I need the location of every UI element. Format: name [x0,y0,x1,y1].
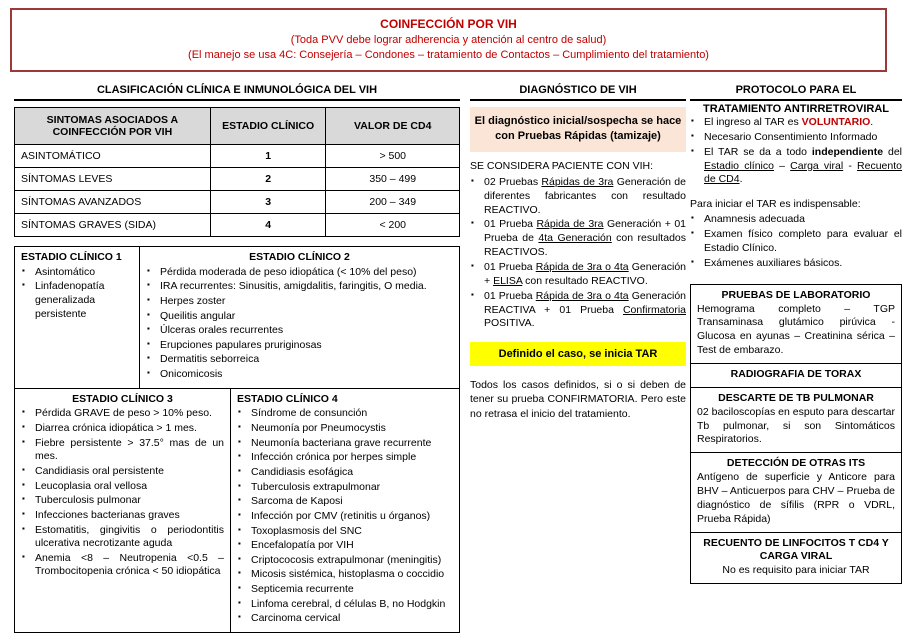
criteria-item: ▪ 01 Prueba Rápida de 3ra Generación + 01 Prueba de 4ta Generación con resultados REACTIVOS. [470,218,686,260]
cd4-viral-load-box [691,533,901,584]
cell-stage: 1 [210,145,326,168]
estadio-2-panel [140,247,459,388]
estadio-item: ▪ Herpes zoster [146,295,453,309]
estadio-item: ▪ Carcinoma cervical [237,612,453,626]
protocol-bullet: ▪ El ingreso al TAR es VOLUNTARIO. [690,116,902,130]
estadio-4-title: ESTADIO CLÍNICO 4 [237,392,338,405]
estadio-item: ▪ Linfadenopatía generalizada persistente [21,280,133,321]
estadio-3-list [21,407,224,579]
criteria-item: ▪ 01 Prueba Rápida de 3ra o 4ta Generación + ELISA con resultado REACTIVO. [470,261,686,289]
cell-cd4: 200 – 349 [326,191,460,214]
estadio-item: ▪ Encefalopatía por VIH [237,539,453,553]
estadio-2-title: ESTADIO CLÍNICO 2 [249,251,350,263]
estadio-item: ▪ Sarcoma de Kaposi [237,495,453,509]
col-header-symptoms: SINTOMAS ASOCIADOS A COINFECCIÓN POR VIH [15,108,211,145]
estadio-item: ▪ Queilitis angular [146,310,453,324]
table-row [15,168,460,191]
other-sti-box [691,453,901,532]
protocol-bullet-list [690,116,902,187]
banner-title: COINFECCIÓN POR VIH [380,17,517,32]
col-header-cd4: VALOR DE CD4 [326,108,460,145]
cell-symptoms: SÍNTOMAS GRAVES (SIDA) [15,214,211,237]
estadio-3-4-box [14,388,460,633]
criteria-item: ▪ 01 Prueba Rápida de 3ra o 4ta Generación REACTIVA + 01 Prueba Confirmatoria POSITIVA. [470,290,686,332]
tb-ruleout-box [691,388,901,453]
estadio-item: ▪ Criptococosis extrapulmonar (meningitis) [237,554,453,568]
estadio-2-list [146,266,453,382]
estadio-item: ▪ Tuberculosis pulmonar [21,494,224,508]
estadio-item: ▪ IRA recurrentes: Sinusitis, amigdalitis, faringitis, O media. [146,280,453,294]
estadio-item: ▪ Toxoplasmosis del SNC [237,525,453,539]
estadio-4-list [237,407,453,626]
requirement-item: ▪ Examen físico completo para evaluar el Estadio Clínico. [690,228,902,256]
lab-tests-box [691,285,901,364]
estadio-item: ▪ Asintomático [21,266,133,280]
table-row [15,145,460,168]
estadio-item: ▪ Onicomicosis [146,368,453,382]
cell-symptoms: SÍNTOMAS LEVES [15,168,211,191]
estadio-item: ▪ Diarrea crónica idiopática > 1 mes. [21,422,224,436]
estadio-item: ▪ Infección por CMV (retinitis u órganos) [237,510,453,524]
banner-subtitle-1: (Toda PVV debe lograr adherencia y atención al centro de salud) [290,34,607,47]
classification-title: CLASIFICACIÓN CLÍNICA E INMUNOLÓGICA DEL VIH [14,84,460,101]
protocol-title-line1: PROTOCOLO PARA EL [690,84,902,101]
protocol-title-line2: TRATAMIENTO ANTIRRETROVIRAL [703,103,889,115]
confirmatory-note: Todos los casos definidos, si o si deben de tener su prueba CONFIRMATORIA. Pero este no retrasa el inicio del tratamiento. [470,379,686,420]
box-text: 02 baciloscopías en esputo para descartar Tb pulmonar, si son Sintomáticos Respiratorios. [697,405,895,446]
estadio-item: ▪ Neumonía por Pneumocystis [237,422,453,436]
cell-stage: 2 [210,168,326,191]
cell-stage: 4 [210,214,326,237]
cell-stage: 3 [210,191,326,214]
cell-symptoms: SÍNTOMAS AVANZADOS [15,191,211,214]
cell-cd4: 350 – 499 [326,168,460,191]
estadio-item: ▪ Linfoma cerebral, d células B, no Hodgkin [237,598,453,612]
tar-start-banner: Definido el caso, se inicia TAR [470,342,686,366]
estadio-1-2-box [14,246,460,389]
box-text: No es requisito para iniciar TAR [722,564,870,577]
requirements-intro: Para iniciar el TAR es indispensable: [690,198,861,211]
cell-cd4: < 200 [326,214,460,237]
table-row [15,214,460,237]
estadio-item: ▪ Candidiasis oral persistente [21,465,224,479]
diagnosis-criteria-list [470,176,686,331]
estadio-item: ▪ Pérdida GRAVE de peso > 10% peso. [21,407,224,421]
box-title: RADIOGRAFIA DE TORAX [730,368,862,381]
diagnosis-section [470,84,686,421]
chest-xray-box [691,364,901,388]
estadio-item: ▪ Tuberculosis extrapulmonar [237,481,453,495]
estadio-item: ▪ Pérdida moderada de peso idiopática (< 10% del peso) [146,266,453,280]
protocol-bullet: ▪ Necesario Consentimiento Informado [690,131,902,145]
cell-symptoms: ASINTOMÁTICO [15,145,211,168]
table-header-row [15,108,460,145]
requirement-item: ▪ Exámenes auxiliares básicos. [690,257,902,271]
box-text: Antígeno de superficie y Anticore para BHV – Anticuerpos para CHV – Prueba de diagnóstico de sífilis (RPR o VDRL, Prueba Rápida) [697,471,895,525]
estadio-4-panel [231,389,459,632]
box-text: Hemograma completo – TGP Transaminasa glutámico pirúvica - Glucosa en ayunas – Creatinina sérica – Test de embarazo. [697,302,895,357]
diagnosis-title: DIAGNÓSTICO DE VIH [470,84,686,101]
estadio-item: ▪ Anemia <8 – Neutropenia <0.5 – Trombocitopenia crónica < 50 idiopática [21,552,224,579]
estadio-1-list [21,266,133,322]
estadio-item: ▪ Infección crónica por herpes simple [237,451,453,465]
exams-box-stack [690,284,902,584]
diagnosis-highlight-box: El diagnóstico inicial/sospecha se hace con Pruebas Rápidas (tamizaje) [470,107,686,152]
estadio-item: ▪ Candidiasis esofágica [237,466,453,480]
classification-table [14,107,460,237]
box-title: PRUEBAS DE LABORATORIO [721,288,871,301]
protocol-bullet: ▪ El TAR se da a todo independiente del Estadio clínico – Carga viral - Recuento de CD4. [690,146,902,188]
box-title: DESCARTE DE TB PULMONAR [718,391,874,404]
diagnosis-intro: SE CONSIDERA PACIENTE CON VIH: [470,159,654,172]
cell-cd4: > 500 [326,145,460,168]
estadio-item: ▪ Erupciones papulares pruriginosas [146,339,453,353]
estadio-item: ▪ Infecciones bacterianas graves [21,509,224,523]
col-header-stage: ESTADIO CLÍNICO [210,108,326,145]
estadio-item: ▪ Estomatitis, gingivitis o periodontitis ulcerativa necrotizante aguda [21,524,224,551]
estadio-item: ▪ Fiebre persistente > 37.5° mas de un mes. [21,437,224,464]
banner-subtitle-2: (El manejo se usa 4C: Consejería – Condones – tratamiento de Contactos – Cumplimiento del tratamiento) [188,49,709,61]
estadio-3-panel [15,389,231,632]
box-title: DETECCIÓN DE OTRAS ITS [726,457,866,470]
classification-section [14,84,460,633]
estadio-item: ▪ Neumonía bacteriana grave recurrente [237,437,453,451]
requirements-list [690,213,902,270]
protocol-section [690,84,902,584]
estadio-3-title: ESTADIO CLÍNICO 3 [72,392,173,405]
header-banner [10,8,887,72]
estadio-item: ▪ Septicemia recurrente [237,583,453,597]
estadio-item: ▪ Síndrome de consunción [237,407,453,421]
estadio-1-panel [15,247,140,388]
criteria-item: ▪ 02 Pruebas Rápidas de 3ra Generación de diferentes fabricantes con resultado REACTIVO. [470,176,686,218]
estadio-item: ▪ Micosis sistémica, histoplasma o coccidio [237,568,453,582]
box-title: RECUENTO DE LINFOCITOS T CD4 Y CARGA VIRAL [703,536,889,563]
estadio-item: ▪ Úlceras orales recurrentes [146,324,453,338]
table-row [15,191,460,214]
estadio-1-title: ESTADIO CLÍNICO 1 [21,251,122,263]
estadio-item: ▪ Leucoplasia oral vellosa [21,480,224,494]
estadio-item: ▪ Dermatitis seborreica [146,353,453,367]
requirement-item: ▪ Anamnesis adecuada [690,213,902,227]
